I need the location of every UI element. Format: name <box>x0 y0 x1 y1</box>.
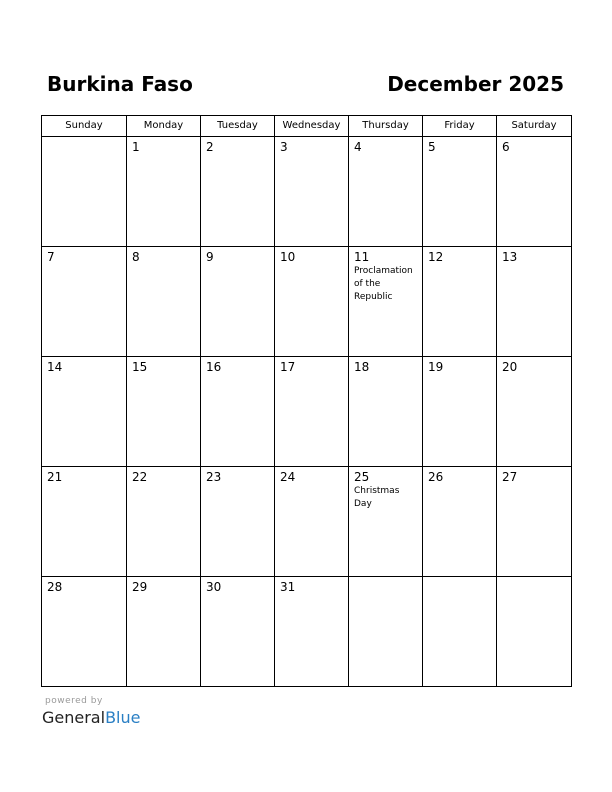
day-cell <box>201 357 275 467</box>
day-number: 29 <box>132 580 148 594</box>
week-row <box>42 247 572 357</box>
day-number: 31 <box>280 580 296 594</box>
day-number: 22 <box>132 470 148 484</box>
day-number: 12 <box>428 250 444 264</box>
footer-branding <box>42 696 140 728</box>
day-number: 9 <box>206 250 214 264</box>
day-cell <box>275 247 349 357</box>
day-cell <box>349 247 423 357</box>
day-cell <box>201 137 275 247</box>
day-cell <box>275 467 349 577</box>
week-row <box>42 357 572 467</box>
weekday-header: Friday <box>423 116 497 137</box>
week-row <box>42 137 572 247</box>
brand-blue-text: Blue <box>105 708 141 727</box>
day-cell <box>275 137 349 247</box>
day-cell <box>127 467 201 577</box>
day-cell <box>497 467 572 577</box>
day-number: 25 <box>354 470 370 484</box>
day-cell <box>423 357 497 467</box>
day-cell <box>349 137 423 247</box>
day-number: 5 <box>428 140 436 154</box>
day-number: 23 <box>206 470 222 484</box>
day-number: 27 <box>502 470 518 484</box>
day-cell <box>127 577 201 687</box>
holiday-label: Christmas Day <box>354 486 400 509</box>
day-cell <box>423 467 497 577</box>
calendar-grid <box>41 115 572 687</box>
weekday-header: Sunday <box>42 116 127 137</box>
day-cell <box>127 137 201 247</box>
day-cell <box>275 357 349 467</box>
day-cell <box>423 137 497 247</box>
day-cell <box>349 577 423 687</box>
day-number: 26 <box>428 470 444 484</box>
day-number: 28 <box>47 580 63 594</box>
day-cell <box>42 577 127 687</box>
day-cell <box>275 577 349 687</box>
day-number: 3 <box>280 140 288 154</box>
day-cell <box>423 247 497 357</box>
day-number: 24 <box>280 470 296 484</box>
weekday-header: Monday <box>127 116 201 137</box>
day-cell <box>497 357 572 467</box>
weekday-header: Thursday <box>349 116 423 137</box>
day-number: 11 <box>354 250 370 264</box>
brand-general-text: General <box>42 708 106 727</box>
weekday-header: Wednesday <box>275 116 349 137</box>
day-cell <box>497 137 572 247</box>
day-number: 4 <box>354 140 362 154</box>
day-cell <box>127 357 201 467</box>
holiday-label: Proclamation of the Republic <box>354 266 413 302</box>
week-row <box>42 577 572 687</box>
powered-by-text: powered by <box>45 696 103 706</box>
day-number: 18 <box>354 360 370 374</box>
month-year-title: December 2025 <box>387 72 564 96</box>
generalblue-logo[interactable] <box>42 708 140 728</box>
day-cell <box>349 357 423 467</box>
day-cell <box>127 247 201 357</box>
day-cell <box>423 577 497 687</box>
day-number: 20 <box>502 360 518 374</box>
day-cell <box>349 467 423 577</box>
week-row <box>42 467 572 577</box>
day-cell <box>42 357 127 467</box>
day-number: 2 <box>206 140 214 154</box>
day-number: 1 <box>132 140 140 154</box>
day-number: 19 <box>428 360 444 374</box>
day-cell <box>201 247 275 357</box>
day-number: 13 <box>502 250 518 264</box>
day-number: 30 <box>206 580 222 594</box>
day-number: 8 <box>132 250 140 264</box>
day-cell <box>42 247 127 357</box>
day-number: 6 <box>502 140 510 154</box>
weekday-header: Saturday <box>497 116 572 137</box>
day-cell <box>201 577 275 687</box>
day-number: 17 <box>280 360 296 374</box>
day-cell <box>201 467 275 577</box>
day-cell <box>497 247 572 357</box>
day-number: 21 <box>47 470 63 484</box>
day-number: 16 <box>206 360 222 374</box>
day-number: 15 <box>132 360 148 374</box>
day-number: 7 <box>47 250 55 264</box>
day-cell <box>42 467 127 577</box>
day-cell <box>497 577 572 687</box>
day-cell <box>42 137 127 247</box>
country-title: Burkina Faso <box>47 72 193 96</box>
day-number: 14 <box>47 360 63 374</box>
weekday-header: Tuesday <box>201 116 275 137</box>
day-number: 10 <box>280 250 296 264</box>
weekday-header-row <box>42 116 572 137</box>
